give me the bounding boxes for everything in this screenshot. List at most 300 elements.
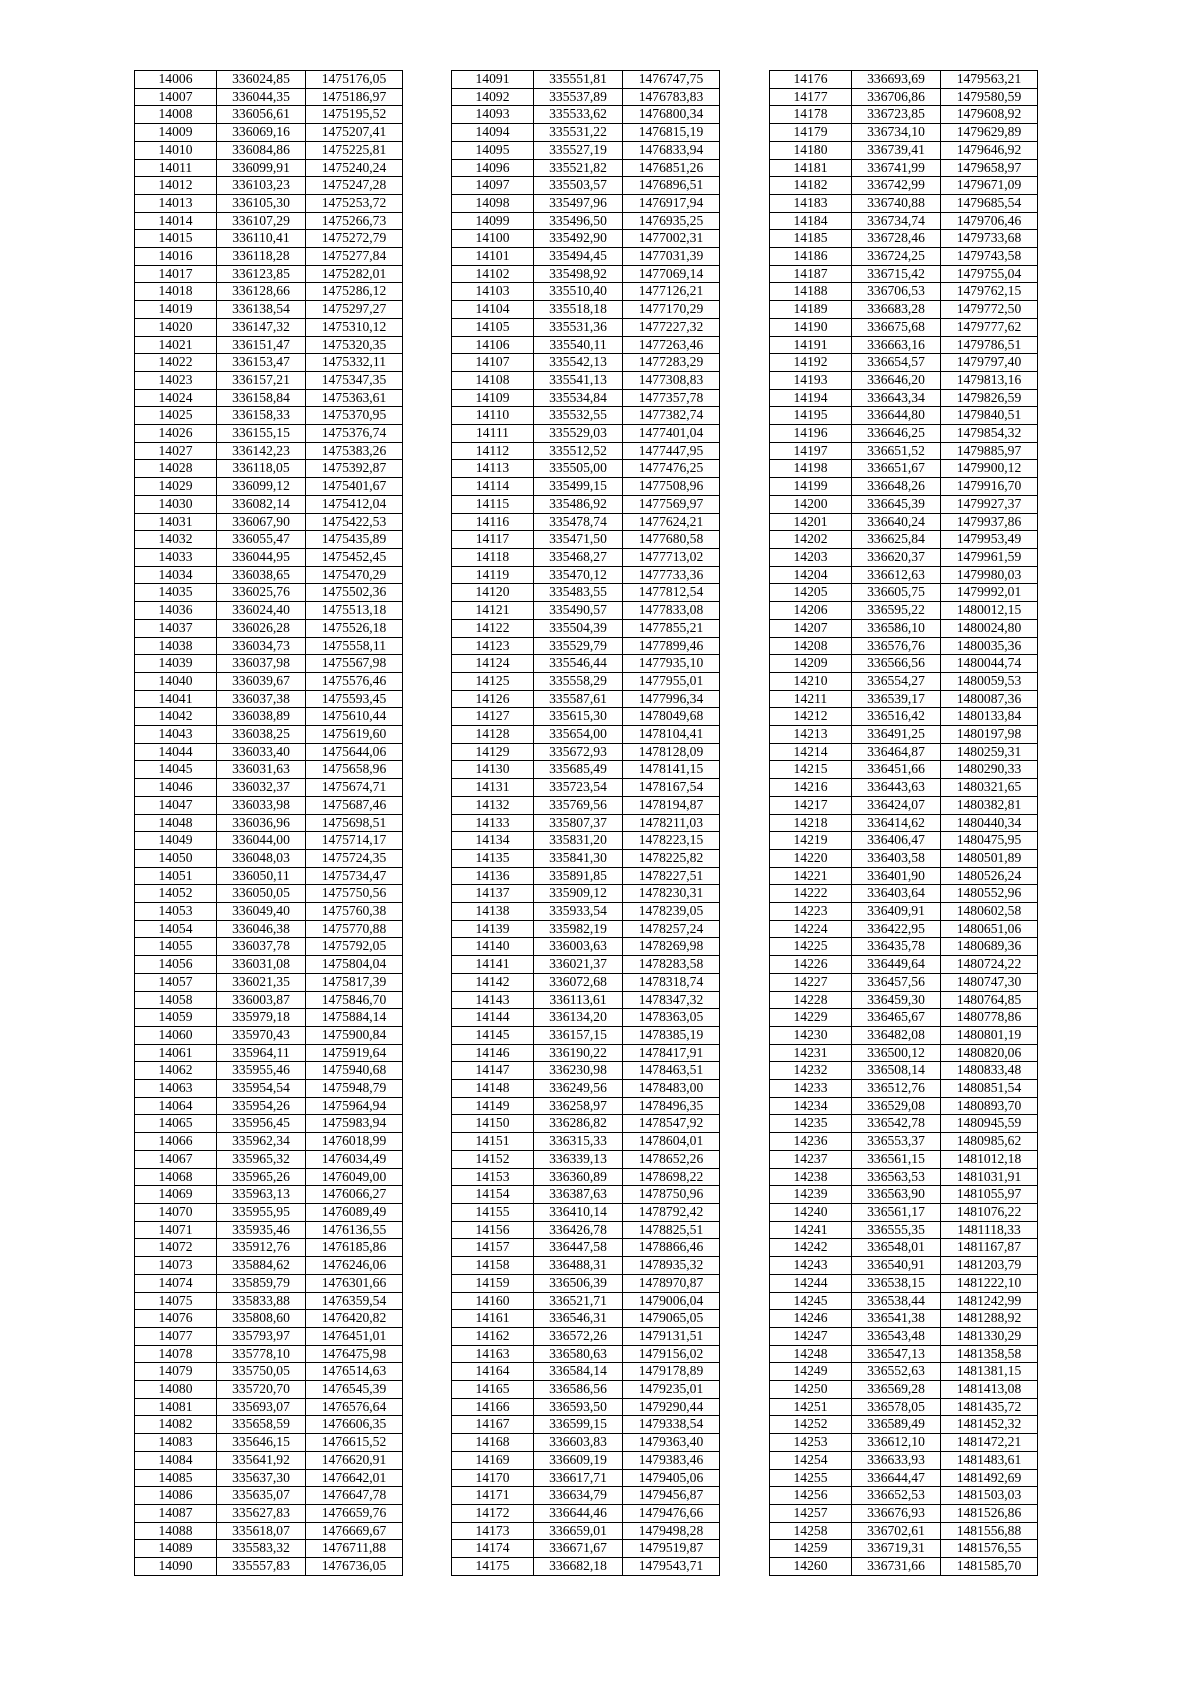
- point-number-cell: 14117: [452, 531, 534, 549]
- table-row: [770, 566, 1038, 584]
- y-coordinate-cell: 1477955,01: [623, 672, 720, 690]
- table-row: [452, 407, 720, 425]
- point-number-cell: 14232: [770, 1062, 852, 1080]
- x-coordinate-cell: 336409,91: [852, 903, 941, 921]
- table-row: [770, 88, 1038, 106]
- y-coordinate-cell: 1479629,89: [941, 124, 1038, 142]
- y-coordinate-cell: 1477002,31: [623, 230, 720, 248]
- x-coordinate-cell: 335551,81: [534, 71, 623, 89]
- y-coordinate-cell: 1480651,06: [941, 920, 1038, 938]
- table-row: [135, 1558, 403, 1576]
- point-number-cell: 14069: [135, 1186, 217, 1204]
- y-coordinate-cell: 1476736,05: [306, 1558, 403, 1576]
- coordinate-table-3: [769, 70, 1038, 1576]
- table-row: [770, 1150, 1038, 1168]
- y-coordinate-cell: 1475940,68: [306, 1062, 403, 1080]
- y-coordinate-cell: 1476935,25: [623, 212, 720, 230]
- x-coordinate-cell: 335955,46: [217, 1062, 306, 1080]
- table-row: [770, 1186, 1038, 1204]
- y-coordinate-cell: 1480321,65: [941, 779, 1038, 797]
- point-number-cell: 14254: [770, 1451, 852, 1469]
- point-number-cell: 14187: [770, 265, 852, 283]
- x-coordinate-cell: 336482,08: [852, 1026, 941, 1044]
- point-number-cell: 14188: [770, 283, 852, 301]
- y-coordinate-cell: 1480526,24: [941, 867, 1038, 885]
- x-coordinate-cell: 335807,37: [534, 814, 623, 832]
- table-body: [135, 71, 403, 1576]
- x-coordinate-cell: 335615,30: [534, 708, 623, 726]
- point-number-cell: 14160: [452, 1292, 534, 1310]
- y-coordinate-cell: 1477812,54: [623, 584, 720, 602]
- y-coordinate-cell: 1481381,15: [941, 1363, 1038, 1381]
- x-coordinate-cell: 335529,79: [534, 637, 623, 655]
- point-number-cell: 14011: [135, 159, 217, 177]
- table-row: [770, 425, 1038, 443]
- point-number-cell: 14060: [135, 1026, 217, 1044]
- y-coordinate-cell: 1475734,47: [306, 867, 403, 885]
- y-coordinate-cell: 1478463,51: [623, 1062, 720, 1080]
- x-coordinate-cell: 336586,56: [534, 1381, 623, 1399]
- point-number-cell: 14045: [135, 761, 217, 779]
- y-coordinate-cell: 1477308,83: [623, 371, 720, 389]
- table-row: [452, 1239, 720, 1257]
- y-coordinate-cell: 1479743,58: [941, 248, 1038, 266]
- x-coordinate-cell: 336033,98: [217, 796, 306, 814]
- point-number-cell: 14094: [452, 124, 534, 142]
- point-number-cell: 14065: [135, 1115, 217, 1133]
- y-coordinate-cell: 1475332,11: [306, 354, 403, 372]
- point-number-cell: 14044: [135, 743, 217, 761]
- table-row: [770, 1080, 1038, 1098]
- y-coordinate-cell: 1475186,97: [306, 88, 403, 106]
- table-row: [770, 1522, 1038, 1540]
- x-coordinate-cell: 336605,75: [852, 584, 941, 602]
- point-number-cell: 14023: [135, 371, 217, 389]
- y-coordinate-cell: 1475687,46: [306, 796, 403, 814]
- point-number-cell: 14222: [770, 885, 852, 903]
- point-number-cell: 14008: [135, 106, 217, 124]
- y-coordinate-cell: 1478652,26: [623, 1150, 720, 1168]
- point-number-cell: 14055: [135, 938, 217, 956]
- table-row: [770, 407, 1038, 425]
- point-number-cell: 14106: [452, 336, 534, 354]
- table-row: [452, 1009, 720, 1027]
- x-coordinate-cell: 336724,25: [852, 248, 941, 266]
- point-number-cell: 14207: [770, 619, 852, 637]
- y-coordinate-cell: 1480778,86: [941, 1009, 1038, 1027]
- x-coordinate-cell: 336555,35: [852, 1221, 941, 1239]
- x-coordinate-cell: 336457,56: [852, 973, 941, 991]
- y-coordinate-cell: 1478318,74: [623, 973, 720, 991]
- y-coordinate-cell: 1477680,58: [623, 531, 720, 549]
- point-number-cell: 14177: [770, 88, 852, 106]
- y-coordinate-cell: 1479706,46: [941, 212, 1038, 230]
- y-coordinate-cell: 1475846,70: [306, 991, 403, 1009]
- y-coordinate-cell: 1480197,98: [941, 726, 1038, 744]
- x-coordinate-cell: 336540,91: [852, 1257, 941, 1275]
- x-coordinate-cell: 336580,63: [534, 1345, 623, 1363]
- y-coordinate-cell: 1475370,95: [306, 407, 403, 425]
- y-coordinate-cell: 1480893,70: [941, 1097, 1038, 1115]
- x-coordinate-cell: 336128,66: [217, 283, 306, 301]
- y-coordinate-cell: 1475376,74: [306, 425, 403, 443]
- table-row: [770, 1540, 1038, 1558]
- table-row: [135, 726, 403, 744]
- x-coordinate-cell: 336646,25: [852, 425, 941, 443]
- x-coordinate-cell: 336113,61: [534, 991, 623, 1009]
- table-row: [452, 1416, 720, 1434]
- table-row: [452, 832, 720, 850]
- y-coordinate-cell: 1478239,05: [623, 903, 720, 921]
- table-row: [452, 548, 720, 566]
- y-coordinate-cell: 1481413,08: [941, 1381, 1038, 1399]
- x-coordinate-cell: 336739,41: [852, 141, 941, 159]
- point-number-cell: 14133: [452, 814, 534, 832]
- point-number-cell: 14033: [135, 548, 217, 566]
- table-row: [135, 1257, 403, 1275]
- y-coordinate-cell: 1475526,18: [306, 619, 403, 637]
- table-row: [452, 177, 720, 195]
- x-coordinate-cell: 336521,71: [534, 1292, 623, 1310]
- table-row: [452, 903, 720, 921]
- x-coordinate-cell: 336055,47: [217, 531, 306, 549]
- y-coordinate-cell: 1480087,36: [941, 690, 1038, 708]
- x-coordinate-cell: 336648,26: [852, 478, 941, 496]
- table-row: [135, 425, 403, 443]
- table-row: [452, 442, 720, 460]
- table-row: [135, 956, 403, 974]
- x-coordinate-cell: 336516,42: [852, 708, 941, 726]
- y-coordinate-cell: 1477996,34: [623, 690, 720, 708]
- table-row: [135, 584, 403, 602]
- table-row: [135, 991, 403, 1009]
- point-number-cell: 14146: [452, 1044, 534, 1062]
- point-number-cell: 14093: [452, 106, 534, 124]
- x-coordinate-cell: 336036,96: [217, 814, 306, 832]
- y-coordinate-cell: 1475422,53: [306, 513, 403, 531]
- table-row: [452, 212, 720, 230]
- x-coordinate-cell: 336105,30: [217, 194, 306, 212]
- x-coordinate-cell: 335956,45: [217, 1115, 306, 1133]
- table-row: [770, 495, 1038, 513]
- table-row: [135, 1080, 403, 1098]
- x-coordinate-cell: 335531,36: [534, 318, 623, 336]
- table-row: [770, 991, 1038, 1009]
- point-number-cell: 14198: [770, 460, 852, 478]
- table-row: [135, 602, 403, 620]
- table-row: [452, 194, 720, 212]
- table-row: [452, 867, 720, 885]
- y-coordinate-cell: 1475567,98: [306, 655, 403, 673]
- x-coordinate-cell: 336142,23: [217, 442, 306, 460]
- table-row: [770, 301, 1038, 319]
- point-number-cell: 14156: [452, 1221, 534, 1239]
- point-number-cell: 14192: [770, 354, 852, 372]
- point-number-cell: 14096: [452, 159, 534, 177]
- point-number-cell: 14013: [135, 194, 217, 212]
- point-number-cell: 14246: [770, 1310, 852, 1328]
- y-coordinate-cell: 1480035,36: [941, 637, 1038, 655]
- x-coordinate-cell: 336069,16: [217, 124, 306, 142]
- x-coordinate-cell: 335492,90: [534, 230, 623, 248]
- x-coordinate-cell: 335498,92: [534, 265, 623, 283]
- x-coordinate-cell: 336599,15: [534, 1416, 623, 1434]
- y-coordinate-cell: 1481167,87: [941, 1239, 1038, 1257]
- y-coordinate-cell: 1475195,52: [306, 106, 403, 124]
- table-row: [135, 867, 403, 885]
- point-number-cell: 14253: [770, 1434, 852, 1452]
- table-row: [770, 531, 1038, 549]
- point-number-cell: 14154: [452, 1186, 534, 1204]
- point-number-cell: 14043: [135, 726, 217, 744]
- x-coordinate-cell: 336410,14: [534, 1204, 623, 1222]
- table-row: [770, 283, 1038, 301]
- x-coordinate-cell: 336572,26: [534, 1327, 623, 1345]
- point-number-cell: 14195: [770, 407, 852, 425]
- y-coordinate-cell: 1476642,01: [306, 1469, 403, 1487]
- y-coordinate-cell: 1479840,51: [941, 407, 1038, 425]
- table-row: [770, 1504, 1038, 1522]
- point-number-cell: 14116: [452, 513, 534, 531]
- x-coordinate-cell: 335778,10: [217, 1345, 306, 1363]
- table-row: [452, 619, 720, 637]
- y-coordinate-cell: 1479826,59: [941, 389, 1038, 407]
- y-coordinate-cell: 1475644,06: [306, 743, 403, 761]
- x-coordinate-cell: 336044,35: [217, 88, 306, 106]
- x-coordinate-cell: 336603,83: [534, 1434, 623, 1452]
- table-row: [770, 973, 1038, 991]
- table-row: [452, 354, 720, 372]
- x-coordinate-cell: 336500,12: [852, 1044, 941, 1062]
- point-number-cell: 14185: [770, 230, 852, 248]
- y-coordinate-cell: 1476815,19: [623, 124, 720, 142]
- point-number-cell: 14218: [770, 814, 852, 832]
- point-number-cell: 14225: [770, 938, 852, 956]
- x-coordinate-cell: 335641,92: [217, 1451, 306, 1469]
- table-row: [770, 1221, 1038, 1239]
- y-coordinate-cell: 1478698,22: [623, 1168, 720, 1186]
- table-row: [452, 1292, 720, 1310]
- table-row: [770, 602, 1038, 620]
- y-coordinate-cell: 1477833,08: [623, 602, 720, 620]
- y-coordinate-cell: 1476089,49: [306, 1204, 403, 1222]
- table-row: [770, 1274, 1038, 1292]
- x-coordinate-cell: 336026,28: [217, 619, 306, 637]
- y-coordinate-cell: 1479405,06: [623, 1469, 720, 1487]
- y-coordinate-cell: 1476034,49: [306, 1150, 403, 1168]
- point-number-cell: 14072: [135, 1239, 217, 1257]
- point-number-cell: 14109: [452, 389, 534, 407]
- table-row: [452, 814, 720, 832]
- point-number-cell: 14027: [135, 442, 217, 460]
- point-number-cell: 14018: [135, 283, 217, 301]
- table-row: [452, 1540, 720, 1558]
- y-coordinate-cell: 1477170,29: [623, 301, 720, 319]
- y-coordinate-cell: 1475401,67: [306, 478, 403, 496]
- point-number-cell: 14057: [135, 973, 217, 991]
- point-number-cell: 14090: [135, 1558, 217, 1576]
- point-number-cell: 14153: [452, 1168, 534, 1186]
- y-coordinate-cell: 1477031,39: [623, 248, 720, 266]
- table-row: [135, 938, 403, 956]
- y-coordinate-cell: 1479476,66: [623, 1504, 720, 1522]
- point-number-cell: 14212: [770, 708, 852, 726]
- table-row: [770, 938, 1038, 956]
- x-coordinate-cell: 336625,84: [852, 531, 941, 549]
- table-row: [135, 336, 403, 354]
- x-coordinate-cell: 335521,82: [534, 159, 623, 177]
- table-row: [135, 548, 403, 566]
- x-coordinate-cell: 336048,03: [217, 849, 306, 867]
- point-number-cell: 14213: [770, 726, 852, 744]
- point-number-cell: 14162: [452, 1327, 534, 1345]
- point-number-cell: 14113: [452, 460, 534, 478]
- coordinate-table-1: [134, 70, 403, 1576]
- table-row: [135, 1381, 403, 1399]
- table-row: [135, 1097, 403, 1115]
- y-coordinate-cell: 1481526,86: [941, 1504, 1038, 1522]
- table-row: [770, 1363, 1038, 1381]
- y-coordinate-cell: 1475750,56: [306, 885, 403, 903]
- y-coordinate-cell: 1478750,96: [623, 1186, 720, 1204]
- point-number-cell: 14081: [135, 1398, 217, 1416]
- x-coordinate-cell: 336683,28: [852, 301, 941, 319]
- x-coordinate-cell: 335933,54: [534, 903, 623, 921]
- point-number-cell: 14024: [135, 389, 217, 407]
- point-number-cell: 14130: [452, 761, 534, 779]
- x-coordinate-cell: 336693,69: [852, 71, 941, 89]
- x-coordinate-cell: 336508,14: [852, 1062, 941, 1080]
- y-coordinate-cell: 1477855,21: [623, 619, 720, 637]
- point-number-cell: 14021: [135, 336, 217, 354]
- x-coordinate-cell: 336538,15: [852, 1274, 941, 1292]
- table-row: [770, 761, 1038, 779]
- point-number-cell: 14035: [135, 584, 217, 602]
- y-coordinate-cell: 1476066,27: [306, 1186, 403, 1204]
- point-number-cell: 14020: [135, 318, 217, 336]
- x-coordinate-cell: 336719,31: [852, 1540, 941, 1558]
- point-number-cell: 14095: [452, 141, 534, 159]
- point-number-cell: 14132: [452, 796, 534, 814]
- y-coordinate-cell: 1475760,38: [306, 903, 403, 921]
- table-row: [135, 708, 403, 726]
- x-coordinate-cell: 336032,37: [217, 779, 306, 797]
- y-coordinate-cell: 1478211,03: [623, 814, 720, 832]
- table-row: [770, 212, 1038, 230]
- y-coordinate-cell: 1479813,16: [941, 371, 1038, 389]
- point-number-cell: 14214: [770, 743, 852, 761]
- x-coordinate-cell: 336403,58: [852, 849, 941, 867]
- point-number-cell: 14216: [770, 779, 852, 797]
- point-number-cell: 14089: [135, 1540, 217, 1558]
- y-coordinate-cell: 1480382,81: [941, 796, 1038, 814]
- table-row: [770, 389, 1038, 407]
- x-coordinate-cell: 336543,48: [852, 1327, 941, 1345]
- x-coordinate-cell: 336044,95: [217, 548, 306, 566]
- y-coordinate-cell: 1479980,03: [941, 566, 1038, 584]
- y-coordinate-cell: 1477447,95: [623, 442, 720, 460]
- x-coordinate-cell: 336586,10: [852, 619, 941, 637]
- point-number-cell: 14075: [135, 1292, 217, 1310]
- x-coordinate-cell: 336731,66: [852, 1558, 941, 1576]
- y-coordinate-cell: 1475277,84: [306, 248, 403, 266]
- x-coordinate-cell: 335541,13: [534, 371, 623, 389]
- table-row: [452, 318, 720, 336]
- x-coordinate-cell: 336099,91: [217, 159, 306, 177]
- y-coordinate-cell: 1478496,35: [623, 1097, 720, 1115]
- y-coordinate-cell: 1477935,10: [623, 655, 720, 673]
- y-coordinate-cell: 1475919,64: [306, 1044, 403, 1062]
- point-number-cell: 14241: [770, 1221, 852, 1239]
- y-coordinate-cell: 1475470,29: [306, 566, 403, 584]
- table-row: [452, 1115, 720, 1133]
- x-coordinate-cell: 336037,38: [217, 690, 306, 708]
- table-row: [770, 1416, 1038, 1434]
- table-row: [135, 159, 403, 177]
- point-number-cell: 14054: [135, 920, 217, 938]
- point-number-cell: 14085: [135, 1469, 217, 1487]
- y-coordinate-cell: 1478167,54: [623, 779, 720, 797]
- table-row: [770, 1115, 1038, 1133]
- y-coordinate-cell: 1478225,82: [623, 849, 720, 867]
- y-coordinate-cell: 1476576,64: [306, 1398, 403, 1416]
- y-coordinate-cell: 1476615,52: [306, 1434, 403, 1452]
- table-row: [452, 1080, 720, 1098]
- point-number-cell: 14061: [135, 1044, 217, 1062]
- x-coordinate-cell: 336039,67: [217, 672, 306, 690]
- point-number-cell: 14158: [452, 1257, 534, 1275]
- point-number-cell: 14144: [452, 1009, 534, 1027]
- table-row: [770, 318, 1038, 336]
- point-number-cell: 14233: [770, 1080, 852, 1098]
- x-coordinate-cell: 335512,52: [534, 442, 623, 460]
- point-number-cell: 14157: [452, 1239, 534, 1257]
- point-number-cell: 14178: [770, 106, 852, 124]
- point-number-cell: 14086: [135, 1487, 217, 1505]
- point-number-cell: 14046: [135, 779, 217, 797]
- table-row: [135, 1327, 403, 1345]
- x-coordinate-cell: 336138,54: [217, 301, 306, 319]
- x-coordinate-cell: 336645,39: [852, 495, 941, 513]
- table-row: [452, 1451, 720, 1469]
- x-coordinate-cell: 336158,33: [217, 407, 306, 425]
- x-coordinate-cell: 335471,50: [534, 531, 623, 549]
- x-coordinate-cell: 336155,15: [217, 425, 306, 443]
- x-coordinate-cell: 335497,96: [534, 194, 623, 212]
- x-coordinate-cell: 336387,63: [534, 1186, 623, 1204]
- y-coordinate-cell: 1478104,41: [623, 726, 720, 744]
- point-number-cell: 14169: [452, 1451, 534, 1469]
- table-row: [135, 1062, 403, 1080]
- point-number-cell: 14217: [770, 796, 852, 814]
- point-number-cell: 14242: [770, 1239, 852, 1257]
- point-number-cell: 14173: [452, 1522, 534, 1540]
- table-row: [770, 672, 1038, 690]
- y-coordinate-cell: 1478604,01: [623, 1133, 720, 1151]
- point-number-cell: 14040: [135, 672, 217, 690]
- x-coordinate-cell: 335654,00: [534, 726, 623, 744]
- x-coordinate-cell: 336038,89: [217, 708, 306, 726]
- point-number-cell: 14126: [452, 690, 534, 708]
- y-coordinate-cell: 1477569,97: [623, 495, 720, 513]
- x-coordinate-cell: 336593,50: [534, 1398, 623, 1416]
- x-coordinate-cell: 336401,90: [852, 867, 941, 885]
- y-coordinate-cell: 1477899,46: [623, 637, 720, 655]
- x-coordinate-cell: 335720,70: [217, 1381, 306, 1399]
- x-coordinate-cell: 335496,50: [534, 212, 623, 230]
- table-row: [135, 318, 403, 336]
- x-coordinate-cell: 336157,15: [534, 1026, 623, 1044]
